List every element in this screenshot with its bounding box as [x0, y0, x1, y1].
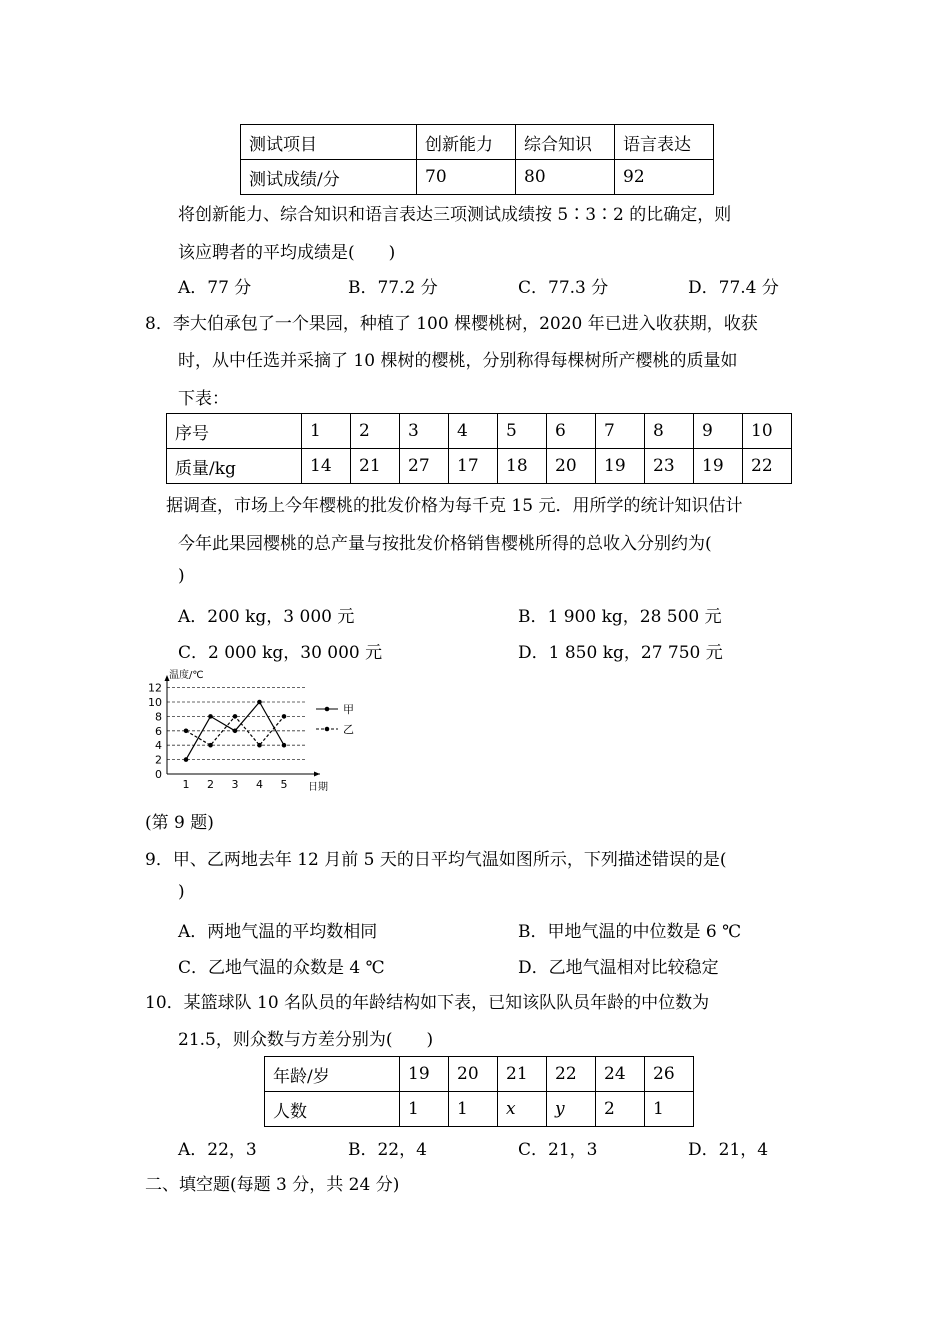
table-cell: 创新能力: [417, 125, 516, 160]
table-cell: 20: [449, 1057, 498, 1092]
q7-text-line2: 该应聘者的平均成绩是( ): [178, 243, 396, 263]
table-cell: 2: [351, 414, 400, 449]
q8-option-a: A．200 kg，3 000 元: [178, 607, 355, 627]
table-cell: 17: [449, 449, 498, 484]
q9-option-b: B．甲地气温的中位数是 6 ℃: [518, 922, 742, 942]
table-cell: 8: [645, 414, 694, 449]
y-axis-label: 温度/℃: [169, 670, 204, 681]
q7-option-b: B．77.2 分: [348, 278, 438, 298]
x-axis-label: 日期: [308, 782, 328, 793]
table-cell: 4: [449, 414, 498, 449]
data-point: [208, 714, 213, 719]
q10-line1: 10．某篮球队 10 名队员的年龄结构如下表，已知该队队员年龄的中位数为: [145, 993, 710, 1013]
table-cell: 1: [302, 414, 351, 449]
q10-line2: 21.5，则众数与方差分别为( ): [178, 1030, 434, 1050]
table-cell: 测试项目: [241, 125, 417, 160]
q8-option-c: C．2 000 kg，30 000 元: [178, 643, 383, 663]
q10-option-b: B．22，4: [348, 1140, 427, 1160]
table-cell: 人数: [265, 1092, 400, 1127]
data-point: [257, 700, 262, 705]
table-cell: 21: [498, 1057, 547, 1092]
table-cell: 18: [498, 449, 547, 484]
y-tick-label: 6: [155, 724, 162, 738]
q7-option-d: D．77.4 分: [688, 278, 779, 298]
table-cell: 19: [596, 449, 645, 484]
q8-line2: 时，从中任选并采摘了 10 棵树的樱桃，分别称得每棵树所产樱桃的质量如: [178, 351, 738, 371]
y-tick-label: 10: [148, 696, 162, 709]
x-tick-label: 5: [280, 778, 288, 791]
table-row: [167, 414, 792, 449]
table-cell: x: [498, 1092, 547, 1127]
x-tick-label: 2: [207, 778, 214, 791]
table-cell: 测试成绩/分: [241, 160, 417, 195]
table-cell: 23: [645, 449, 694, 484]
table-cell: 92: [615, 160, 714, 195]
table-cell: 综合知识: [516, 125, 615, 160]
q8-line1: 8．李大伯承包了一个果园，种植了 100 棵樱桃树，2020 年已进入收获期，收获: [145, 314, 758, 334]
table-cell: 19: [400, 1057, 449, 1092]
legend-label: 甲: [343, 703, 354, 716]
q10-option-a: A．22，3: [178, 1140, 257, 1160]
data-point: [257, 743, 262, 748]
legend-marker: [325, 727, 330, 732]
data-point: [184, 757, 189, 762]
data-point: [233, 729, 238, 734]
data-point: [233, 714, 238, 719]
q8-line6: ): [178, 566, 185, 586]
table-cell: 年龄/岁: [265, 1057, 400, 1092]
table-cell: 22: [743, 449, 792, 484]
table-cell: 24: [596, 1057, 645, 1092]
q8-option-b: B．1 900 kg，28 500 元: [518, 607, 722, 627]
table-cell: 80: [516, 160, 615, 195]
x-axis-arrow: [314, 772, 320, 777]
table-cell: 22: [547, 1057, 596, 1092]
table-cell: 语言表达: [615, 125, 714, 160]
y-tick-label: 12: [148, 681, 162, 695]
data-point: [282, 714, 287, 719]
q9-option-a: A．两地气温的平均数相同: [178, 922, 378, 942]
q8-line4: 据调查，市场上今年樱桃的批发价格为每千克 15 元．用所学的统计知识估计: [166, 496, 743, 516]
table-cell: 10: [743, 414, 792, 449]
table-cell: 质量/kg: [167, 449, 302, 484]
table-row: [265, 1057, 694, 1092]
y-tick-label: 8: [155, 710, 162, 724]
table-cell: 70: [417, 160, 516, 195]
q9-line1: 9．甲、乙两地去年 12 月前 5 天的日平均气温如图所示，下列描述错误的是(: [145, 850, 727, 870]
table-row: [241, 125, 714, 160]
q9-figure-caption: (第 9 题): [145, 813, 214, 833]
table-cell: 2: [596, 1092, 645, 1127]
legend-marker: [325, 707, 330, 712]
table-cell: 26: [645, 1057, 694, 1092]
q8-cherry-table: [166, 413, 792, 484]
x-tick-label: 3: [231, 778, 239, 791]
table-cell: 5: [498, 414, 547, 449]
q8-option-d: D．1 850 kg，27 750 元: [518, 643, 723, 663]
q8-line3: 下表：: [178, 389, 229, 409]
y-tick-label: 4: [155, 739, 162, 753]
q7-text-line1: 将创新能力、综合知识和语言表达三项测试成绩按 5∶3∶2 的比确定，则: [178, 205, 732, 225]
legend-label: 乙: [343, 723, 354, 736]
table-cell: y: [547, 1092, 596, 1127]
x-tick-label: 1: [182, 778, 190, 791]
table-row: [241, 160, 714, 195]
q7-score-table: [240, 124, 714, 195]
table-cell: 3: [400, 414, 449, 449]
table-cell: 19: [694, 449, 743, 484]
data-point: [184, 729, 189, 734]
table-row: [265, 1092, 694, 1127]
q10-option-c: C．21，3: [518, 1140, 598, 1160]
y-tick-label: 0: [155, 768, 162, 781]
table-cell: 27: [400, 449, 449, 484]
table-cell: 21: [351, 449, 400, 484]
table-cell: 9: [694, 414, 743, 449]
table-cell: 序号: [167, 414, 302, 449]
table-cell: 1: [449, 1092, 498, 1127]
table-cell: 20: [547, 449, 596, 484]
q7-option-c: C．77.3 分: [518, 278, 609, 298]
q9-option-c: C．乙地气温的众数是 4 ℃: [178, 958, 385, 978]
data-point: [282, 743, 287, 748]
table-row: [167, 449, 792, 484]
q9-option-d: D．乙地气温相对比较稳定: [518, 958, 719, 978]
q9-line2: ): [178, 882, 185, 902]
x-tick-label: 4: [256, 778, 263, 791]
table-cell: 1: [400, 1092, 449, 1127]
y-tick-label: 2: [155, 753, 162, 767]
data-point: [208, 743, 213, 748]
section-2-title: 二、填空题(每题 3 分，共 24 分): [145, 1175, 400, 1195]
q8-line5: 今年此果园樱桃的总产量与按批发价格销售樱桃所得的总收入分别约为(: [178, 534, 712, 554]
q10-age-table: [264, 1056, 694, 1127]
q7-option-a: A．77 分: [178, 278, 252, 298]
table-cell: 6: [547, 414, 596, 449]
q10-option-d: D．21，4: [688, 1140, 769, 1160]
table-cell: 1: [645, 1092, 694, 1127]
temperature-line-chart: [140, 664, 370, 794]
table-cell: 7: [596, 414, 645, 449]
table-cell: 14: [302, 449, 351, 484]
